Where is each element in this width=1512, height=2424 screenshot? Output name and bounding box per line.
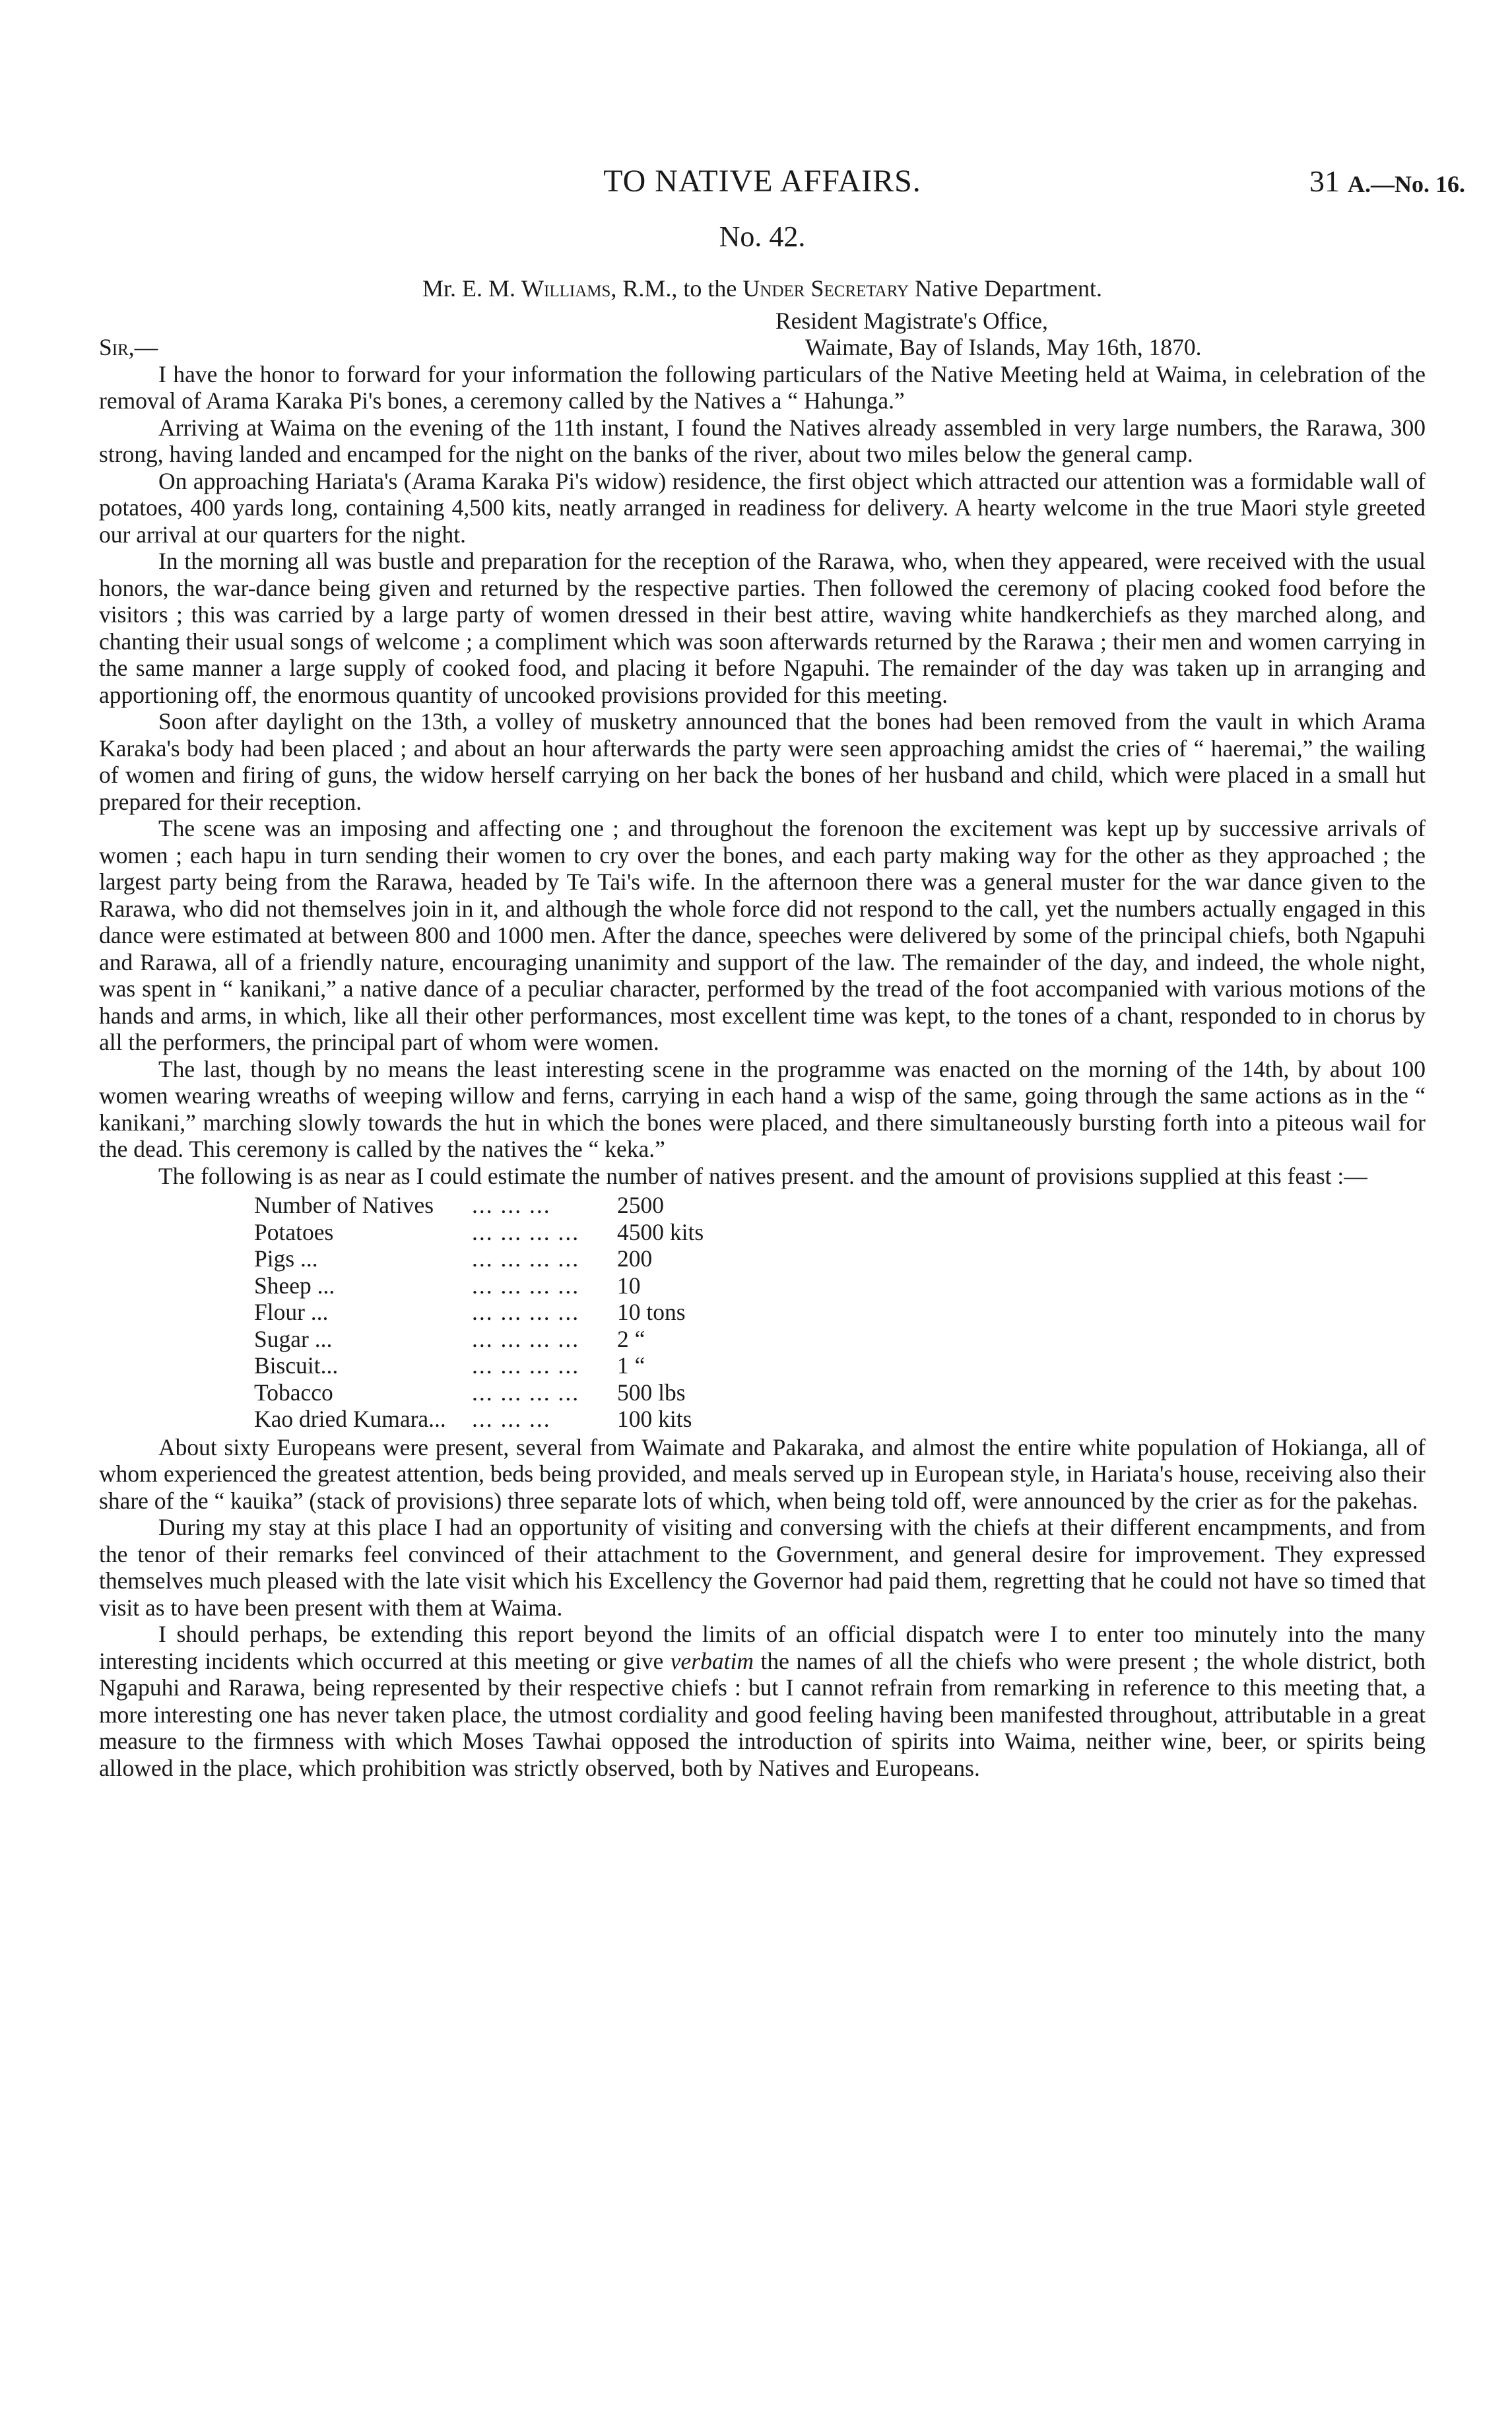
- provisions-table: [254, 1192, 749, 1433]
- provision-item: Potatoes: [254, 1218, 334, 1245]
- provision-item: Tobacco: [254, 1379, 333, 1406]
- place-date: Waimate, Bay of Islands, May 16th, 1870.: [805, 334, 1202, 360]
- leader-dots: ... ... ... ...: [472, 1299, 580, 1325]
- department: Native Department.: [915, 275, 1102, 302]
- provision-quantity: 200: [617, 1245, 653, 1272]
- provision-item: Kao dried Kumara...: [254, 1406, 446, 1432]
- provision-quantity: 10 tons: [617, 1299, 686, 1325]
- provision-quantity: 2 “: [617, 1325, 645, 1352]
- table-row: [254, 1352, 749, 1379]
- document-page: [99, 164, 1465, 1781]
- paragraph: On approaching Hariata's (Arama Karaka Pi's widow) residence, the first object which attracted our attention was a formidable wall of potatoes, 400 yards long, containing 4,500 kits, neatly arranged in readiness for delivery. A hearty welcome in the true Maori style greeted our arrival at our quarters for the night.: [99, 467, 1426, 548]
- salutation-line: [99, 334, 1426, 361]
- provision-item: Sugar ...: [254, 1325, 333, 1352]
- table-row: [254, 1245, 749, 1272]
- leader-dots: ... ... ... ...: [472, 1325, 580, 1352]
- paragraph: About sixty Europeans were present, several from Waimate and Pakaraka, and almost the entire white population of Hokianga, all of whom experienced the greatest attention, beds being provided, and meals served up in European style, in Hariata's house, receiving also their share of the “ kauika” (stack of provisions) three separate lots of which, when being told off, were announced by the crier as for the pakehas.: [99, 1433, 1426, 1514]
- provision-quantity: 4500 kits: [617, 1218, 704, 1245]
- sender-rank: , R.M., to the: [610, 275, 737, 302]
- leader-dots: ... ... ... ...: [472, 1245, 580, 1272]
- sender-name: Williams: [521, 275, 611, 302]
- paragraph: [99, 1621, 1426, 1781]
- table-row: [254, 1219, 749, 1246]
- paragraph: Soon after daylight on the 13th, a volley of musketry announced that the bones had been removed from the vault in which Arama Karaka's body had been placed ; and about an hour afterwards the party were seen approaching amidst the cries of “ haeremai,” the wailing of women and firing of guns, the widow herself carrying on her back the bones of her husband and child, which were placed in a small hut prepared for their reception.: [99, 708, 1426, 815]
- paragraph: I have the honor to forward for your information the following particulars of the Native Meeting held at Waima, in celebration of the removal of Arama Karaka Pi's bones, a ceremony called by the Natives a “ Hahunga.”: [99, 360, 1426, 414]
- paragraph: The following is as near as I could estimate the number of natives present. and the amount of provisions supplied at this feast :—: [158, 1162, 1367, 1189]
- paragraph-text: I should perhaps, be extending this report beyond the limits of an official dispatch were I to enter too minutely into the many interesting incidents which occurred at this meeting or give: [99, 1621, 1426, 1674]
- provision-item: Sheep ...: [254, 1272, 335, 1299]
- header-title: TO NATIVE AFFAIRS.: [603, 164, 921, 199]
- provision-item: Pigs ...: [254, 1245, 318, 1272]
- document-number: No. 42.: [719, 220, 806, 253]
- leader-dots: ... ... ... ...: [472, 1218, 580, 1245]
- address-line: [99, 275, 1426, 302]
- italic-word: verbatim: [670, 1647, 754, 1674]
- table-row: [254, 1406, 749, 1433]
- paragraph-text: the names of all the chiefs who were present ; the whole district, both Ngapuhi and Rarawa, being represented by their respective chiefs : but I cannot refrain from remarking in reference to this meeting that, a more interesting one has never taken place, the utmost cordiality and good feeling having been manifested throughout, attributable in a great measure to the firmness with which Moses Tawhai opposed the introduction of spirits into Waima, neither wine, beer, or spirits being allowed in the place, which prohibition was strictly observed, both by Natives and Europeans.: [99, 1647, 1426, 1781]
- paragraph: The scene was an imposing and affecting one ; and throughout the forenoon the excitement was kept up by successive arrivals of women ; each hapu in turn sending their women to cry over the bones, and each party making way for the other as they approached ; the largest party being from the Rarawa, headed by Te Tai's wife. In the afternoon there was a general muster for the war dance given to the Rarawa, who did not themselves join in it, and although the whole force did not respond to the call, yet the numbers actually engaged in this dance were estimated at between 800 and 1000 men. After the dance, speeches were delivered by some of the principal chiefs, both Ngapuhi and Rarawa, all of a friendly nature, encouraging unanimity and support of the law. The remainder of the day, and indeed, the whole night, was spent in “ kanikani,” a native dance of a peculiar character, performed by the tread of the foot accompanied with various motions of the hands and arms, in which, like all their other performances, most excellent time was kept, to the tones of a chant, responded to in chorus by all the performers, the principal part of whom were women.: [99, 815, 1426, 1055]
- leader-dots: ... ... ... ...: [472, 1352, 580, 1379]
- provision-item: Number of Natives: [254, 1192, 434, 1218]
- provision-quantity: 100 kits: [617, 1406, 692, 1432]
- leader-dots: ... ... ...: [472, 1192, 551, 1218]
- provision-quantity: 1 “: [617, 1352, 645, 1379]
- page-number: 31: [1309, 164, 1340, 198]
- leader-dots: ... ... ... ...: [472, 1379, 580, 1406]
- office-line: Resident Magistrate's Office,: [775, 307, 1048, 334]
- table-row: [254, 1192, 749, 1219]
- leader-dots: ... ... ... ...: [472, 1272, 580, 1299]
- paragraph: The last, though by no means the least interesting scene in the programme was enacted on the morning of the 14th, by about 100 women wearing wreaths of weeping willow and ferns, carrying in each hand a wisp of the same, going through the same actions as in the “ kanikani,” marching slowly towards the hut in which the bones were placed, and there simultaneously bursting forth into a piteous wail for the dead. This ceremony is called by the natives the “ keka.”: [99, 1055, 1426, 1162]
- paragraph: Arriving at Waima on the evening of the 11th instant, I found the Natives already assembled in very large numbers, the Rarawa, 300 strong, having landed and encamped for the night on the banks of the river, about two miles below the general camp.: [99, 414, 1426, 467]
- provision-item: Biscuit...: [254, 1352, 339, 1379]
- provision-quantity: 10: [617, 1272, 641, 1299]
- provision-quantity: 500 lbs: [617, 1379, 686, 1406]
- salutation: Sir,—: [99, 334, 158, 360]
- provision-quantity: 2500: [617, 1192, 664, 1218]
- table-row: [254, 1326, 749, 1353]
- table-row: [254, 1379, 749, 1406]
- running-header: [99, 164, 1465, 216]
- provision-item: Flour ...: [254, 1299, 329, 1325]
- paragraph: In the morning all was bustle and preparation for the reception of the Rarawa, who, when they appeared, were received with the usual honors, the war-dance being given and returned by the respective parties. Then followed the ceremony of placing cooked food before the visitors ; this was carried by a large party of women dressed in their best attire, waving white handkerchiefs as they marched along, and chanting their usual songs of welcome ; a compliment which was soon afterwards returned by the Rarawa ; their men and women carrying in the same manner a large supply of cooked food, and placing it before Ngapuhi. The remainder of the day was taken up in arranging and apportioning off, the enormous quantity of uncooked provisions provided for this meeting.: [99, 548, 1426, 708]
- document-reference: A.—No. 16.: [1348, 171, 1465, 197]
- body-text: [99, 361, 1426, 1190]
- address-pre: Mr. E. M.: [422, 275, 516, 302]
- recipient: Under Secretary: [742, 275, 909, 302]
- table-row: [254, 1272, 749, 1299]
- leader-dots: ... ... ...: [472, 1406, 551, 1432]
- body-text-continued: [99, 1434, 1426, 1782]
- table-row: [254, 1299, 749, 1326]
- paragraph: During my stay at this place I had an opportunity of visiting and conversing with the chiefs at their different encampments, and from the tenor of their remarks feel convinced of their attachment to the Government, and general desire for improvement. They expressed themselves much pleased with the late visit which his Excellency the Governor had paid them, regretting that he could not have so timed that visit as to have been present with them at Waima.: [99, 1514, 1426, 1621]
